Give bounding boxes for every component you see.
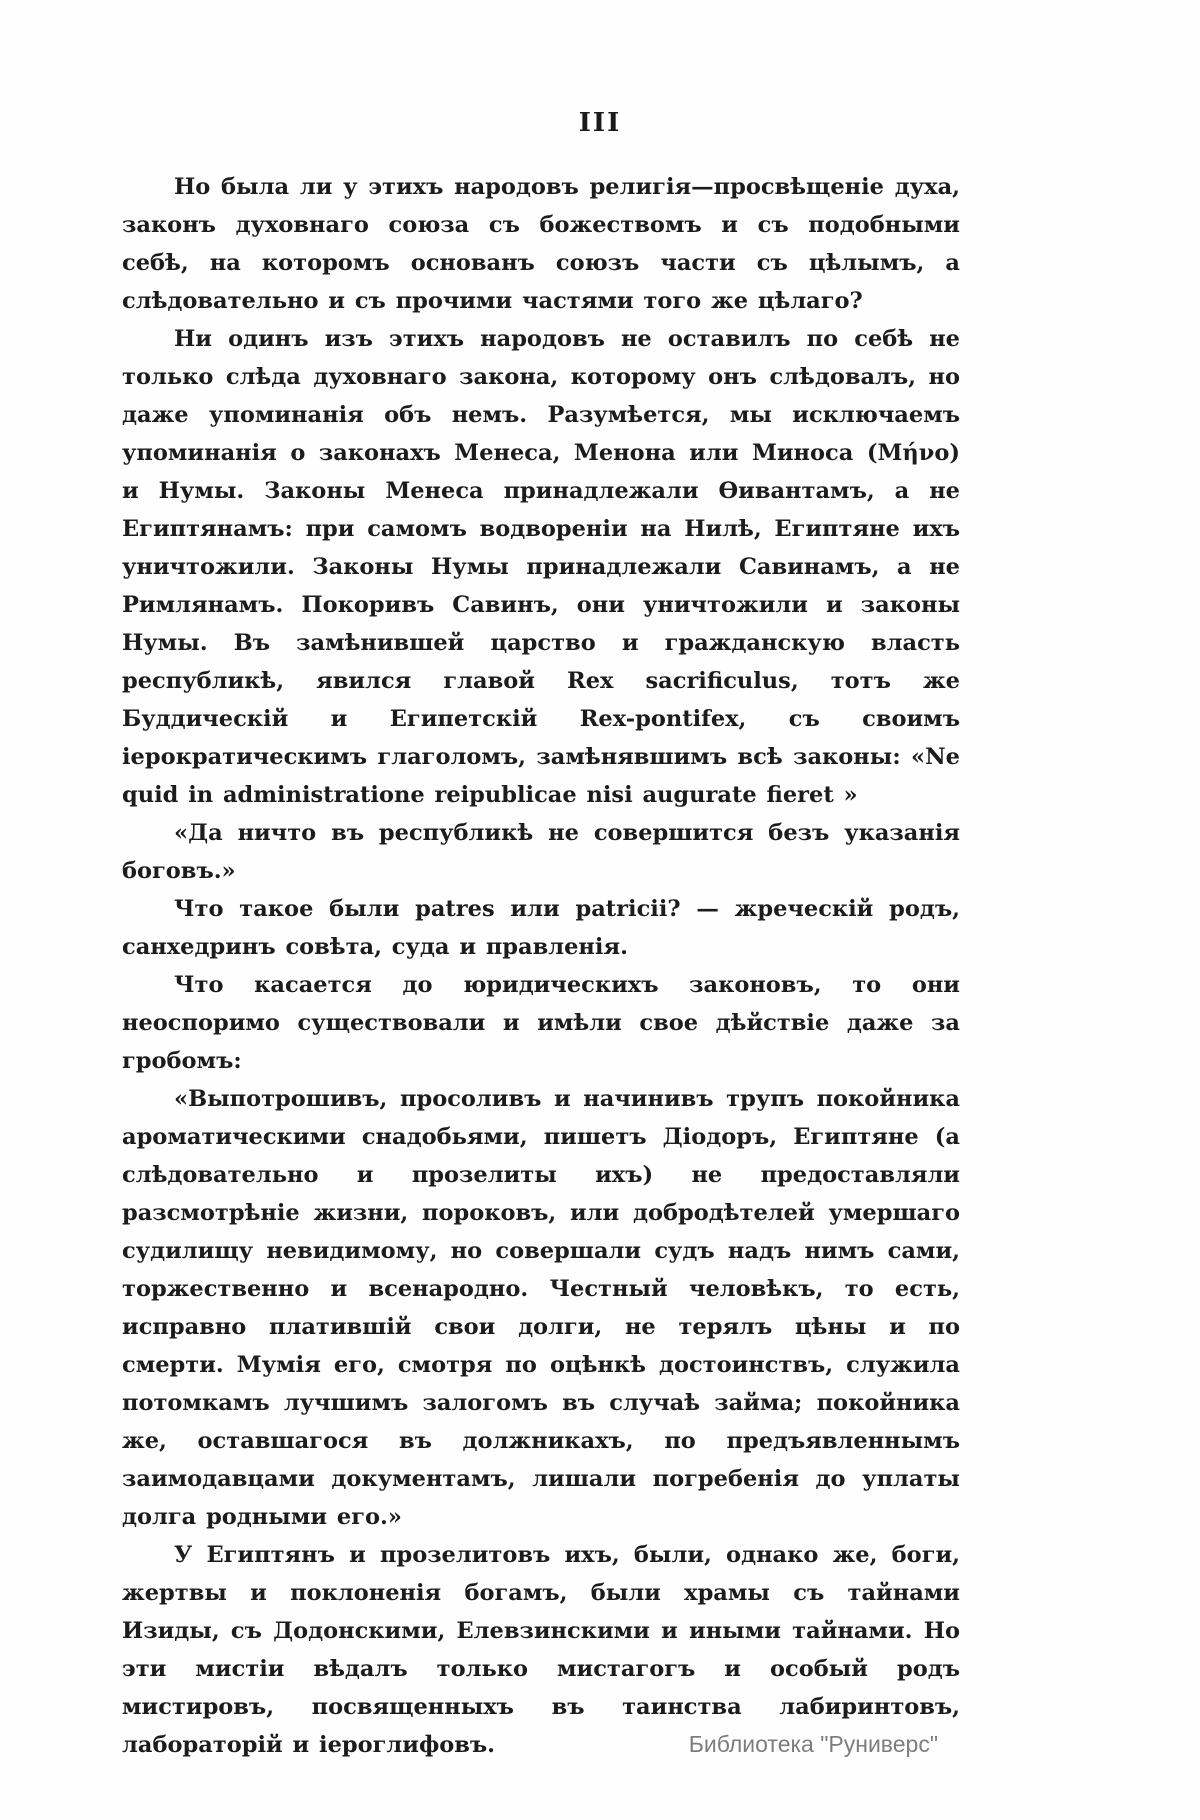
paragraph: Что такое были patres или patricii? — жреческій родъ, санхедринъ совѣта, суда и правленія. [122,896,960,960]
library-watermark: Библиотека "Руниверс" [688,1731,938,1757]
paragraph: Но была ли у этихъ народовъ религія—просвѣщеніе духа, законъ духовнаго союза съ божествомъ и съ подобными себѣ, на которомъ основанъ союзъ части съ цѣлымъ, а слѣдовательно и съ прочими частями того же цѣлаго? [122,174,960,314]
paragraph: Ни одинъ изъ этихъ народовъ не оставилъ по себѣ не только слѣда духовнаго закона, которому онъ слѣдовалъ, но даже упоминанія объ немъ. Разумѣется, мы исключаемъ упоминанія о законахъ Менеса, Менона или Миноса (Μήνο) и Нумы. Законы Менеса принадлежали Ѳивантамъ, а не Египтянамъ: при самомъ водвореніи на Нилѣ, Египтяне ихъ уничтожили. Законы Нумы принадлежали Савинамъ, а не Римлянамъ. Покоривъ Савинъ, они уничтожили и законы Нумы. Въ замѣнившей царство и гражданскую власть республикѣ, явился главой Rex sacrificulus, тотъ же Буддическій и Египетскій Rex-pontifex, съ своимъ іерократическимъ глаголомъ, замѣнявшимъ всѣ законы: «Ne quid in administratione reipublicae nisi augurate fieret » [122,326,960,808]
paragraph: У Египтянъ и прозелитовъ ихъ, были, однако же, боги, жертвы и поклоненія богамъ, были храмы съ тайнами Изиды, съ Додонскими, Елевзинскими и иными тайнами. Но эти мистіи вѣдалъ только мистагогъ и особый родъ мистировъ, посвященныхъ въ таинства лабиринтовъ, лабораторій и іероглифовъ. [122,1542,960,1758]
paragraph: «Выпотрошивъ, просоливъ и начинивъ трупъ покойника ароматическими снадобьями, пишетъ Діодоръ, Египтяне (а слѣдовательно и прозелиты ихъ) не предоставляли разсмотрѣніе жизни, пороковъ, или добродѣтелей умершаго судилищу невидимому, но совершали судъ надъ нимъ сами, торжественно и всенародно. Честный человѣкъ, то есть, исправно платившій свои долги, не терялъ цѣны и по смерти. Мумія его, смотря по оцѣнкѣ достоинствъ, служила потомкамъ лучшимъ залогомъ въ случаѣ займа; покойника же, оставшагося въ должникахъ, по предъявленнымъ заимодавцами документамъ, лишали погребенія до уплаты долга родными его.» [122,1086,960,1530]
paragraph: «Да ничто въ республикѣ не совершится безъ указанія боговъ.» [122,820,960,884]
page-text-block [122,168,960,1764]
page-number: III [578,108,622,138]
paragraph: Что касается до юридическихъ законовъ, то они неоспоримо существовали и имѣли свое дѣйствіе даже за гробомъ: [122,972,960,1074]
